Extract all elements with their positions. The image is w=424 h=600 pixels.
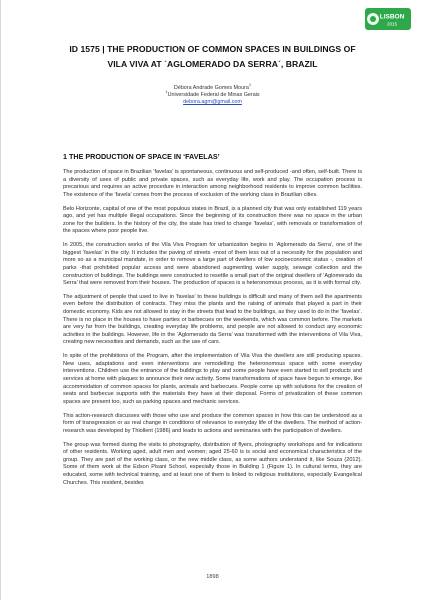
conference-logo-icon bbox=[363, 6, 413, 32]
paper-title-line-1: ID 1575 | THE PRODUCTION OF COMMON SPACES IN BUILDINGS OF bbox=[69, 44, 356, 54]
affiliation-line bbox=[1, 89, 424, 99]
affiliation-superscript: 1 bbox=[165, 89, 168, 95]
logo-subtext: 2015 bbox=[386, 21, 398, 27]
paragraph-6: This action-research discusses with those who use and produce the common spaces in how this can be understood as a form of transgression or as real change in conditions of relevance to everyday life of the dwellers. The method of action-research was developed by Thiollent (1986) and leads to actions and seminaries with the participation of dwellers. bbox=[63, 412, 362, 434]
paragraph-7: The group was formed during the visits to photography, distribution of flyers, photography workshops and for indications of other residents. Working aged, adult men and women; aged 25-60 is is social and economical characteristics of the group. They are part of the working class, or the new middle class, as some authors understand it, like Souza (2012). Some of them work at the Edson Pisani School, especially those in Building 1 (Figure 1). In cultural terms, they are educated, some with technical training, and at least one of them is linked to religious institutions, especially Evangelical Churches. This resident, besides bbox=[63, 441, 362, 486]
body-text bbox=[63, 169, 362, 493]
email-line bbox=[1, 99, 424, 106]
author-block bbox=[1, 82, 424, 106]
author-email-link[interactable]: debora.agm@gmail.com bbox=[183, 99, 242, 105]
section-heading: 1 THE PRODUCTION OF SPACE IN ‘FAVELAS’ bbox=[63, 152, 220, 161]
paragraph-3: In 2005, the construction works of the Vila Viva Program for urbanization begins in ‘Aglomerado da Serra’, one of the biggest ‘favelas’ in the city. It includes the paving of streets -most of them less out of a necessity for the population and more so as a municipal mandate, in order to remove a large part of dwellers of low socioeconomic status -, creation of parks -that prohibited popular access and were abandoned augmenting water supply, sewage collection and the construction of buildings. The buildings were constructed to resettle a small part of the original dwellers of ‘Aglomerado da Serra’ that were removed from their houses. The production of spaces is a heteronomous process, as it is with formal city. bbox=[63, 242, 362, 287]
author-superscript: 1 bbox=[248, 82, 252, 88]
page-number: 1898 bbox=[206, 574, 219, 580]
paragraph-1: The production of space in Brazilian ‘favelas’ is spontaneous, continuous and self-produced -and often, self-built. There is a diversity of uses of public and private spaces, such as everyday life, work and play. The occupation process is precarious and requires an active procedure in interaction among neighborhood residents to improve common facilities. The existence of the ‘favela’ comes from the process of exclusion of the working class in Brazilian cities. bbox=[63, 169, 362, 198]
paragraph-4: The adjustment of people that used to live in ‘favelas’ to these buildings is difficult and many of them sell the apartments even before the distribution of contracts. They miss the plants and the raising of animals that played a part in their domestic economy. Kids are not allowed to stay in the streets that lead to the buildings, as they used to do in the ‘favelas’. There is no place in the houses to have parties or barbecues on the weekends, which was common before. The markets are very far from the buildings, creating everyday life problems, and people are not allowed to conduct any economic activities in the buildings. However, life in the ‘Aglomerado da Serra’ was transformed with the interventions of Vila Viva, creating new necessities and demands, such as the use of cars. bbox=[63, 293, 362, 346]
logo-text: LISBON bbox=[379, 13, 405, 21]
paper-title bbox=[45, 42, 380, 73]
paper-title-line-2: VILA VIVA AT ´AGLOMERADO DA SERRA´, BRAZIL bbox=[107, 59, 318, 70]
paragraph-2: Belo Horizonte, capital of one of the most populous states in Brazil, is a planned city that was only established 119 years ago, and yet has multiple illegal occupations. Since the beginning of its construction there was no space in the urban zone for the builders. In the history of the city, the state has tried to change ‘favelas’, with removals or transformation of the spaces where poor people live. bbox=[63, 205, 362, 235]
paragraph-5: In spite of the prohibitions of the Program, after the implementation of Vila Viva the dwellers are still producing spaces. New uses, adaptations and even interventions are remodelling the heteronomous space with some everyday interventions. Children use the entrance of the buildings to play and some people have even started to sell products and services at home with plaques to announce their new activity. Some transformations of space have begun to emerge, like accommodation of common spaces for plants, animals and barbecues. People come up with solutions for the creation of seats and barbecue supports with the materials they have at their disposal. Forms of privatization of these common spaces are present too, such as parking spaces and mechanic services. bbox=[63, 353, 362, 405]
author-name: Débora Andrade Gomes Moura bbox=[173, 85, 249, 91]
author-affiliation: Universidade Federal de Minas Gerais bbox=[167, 92, 260, 98]
